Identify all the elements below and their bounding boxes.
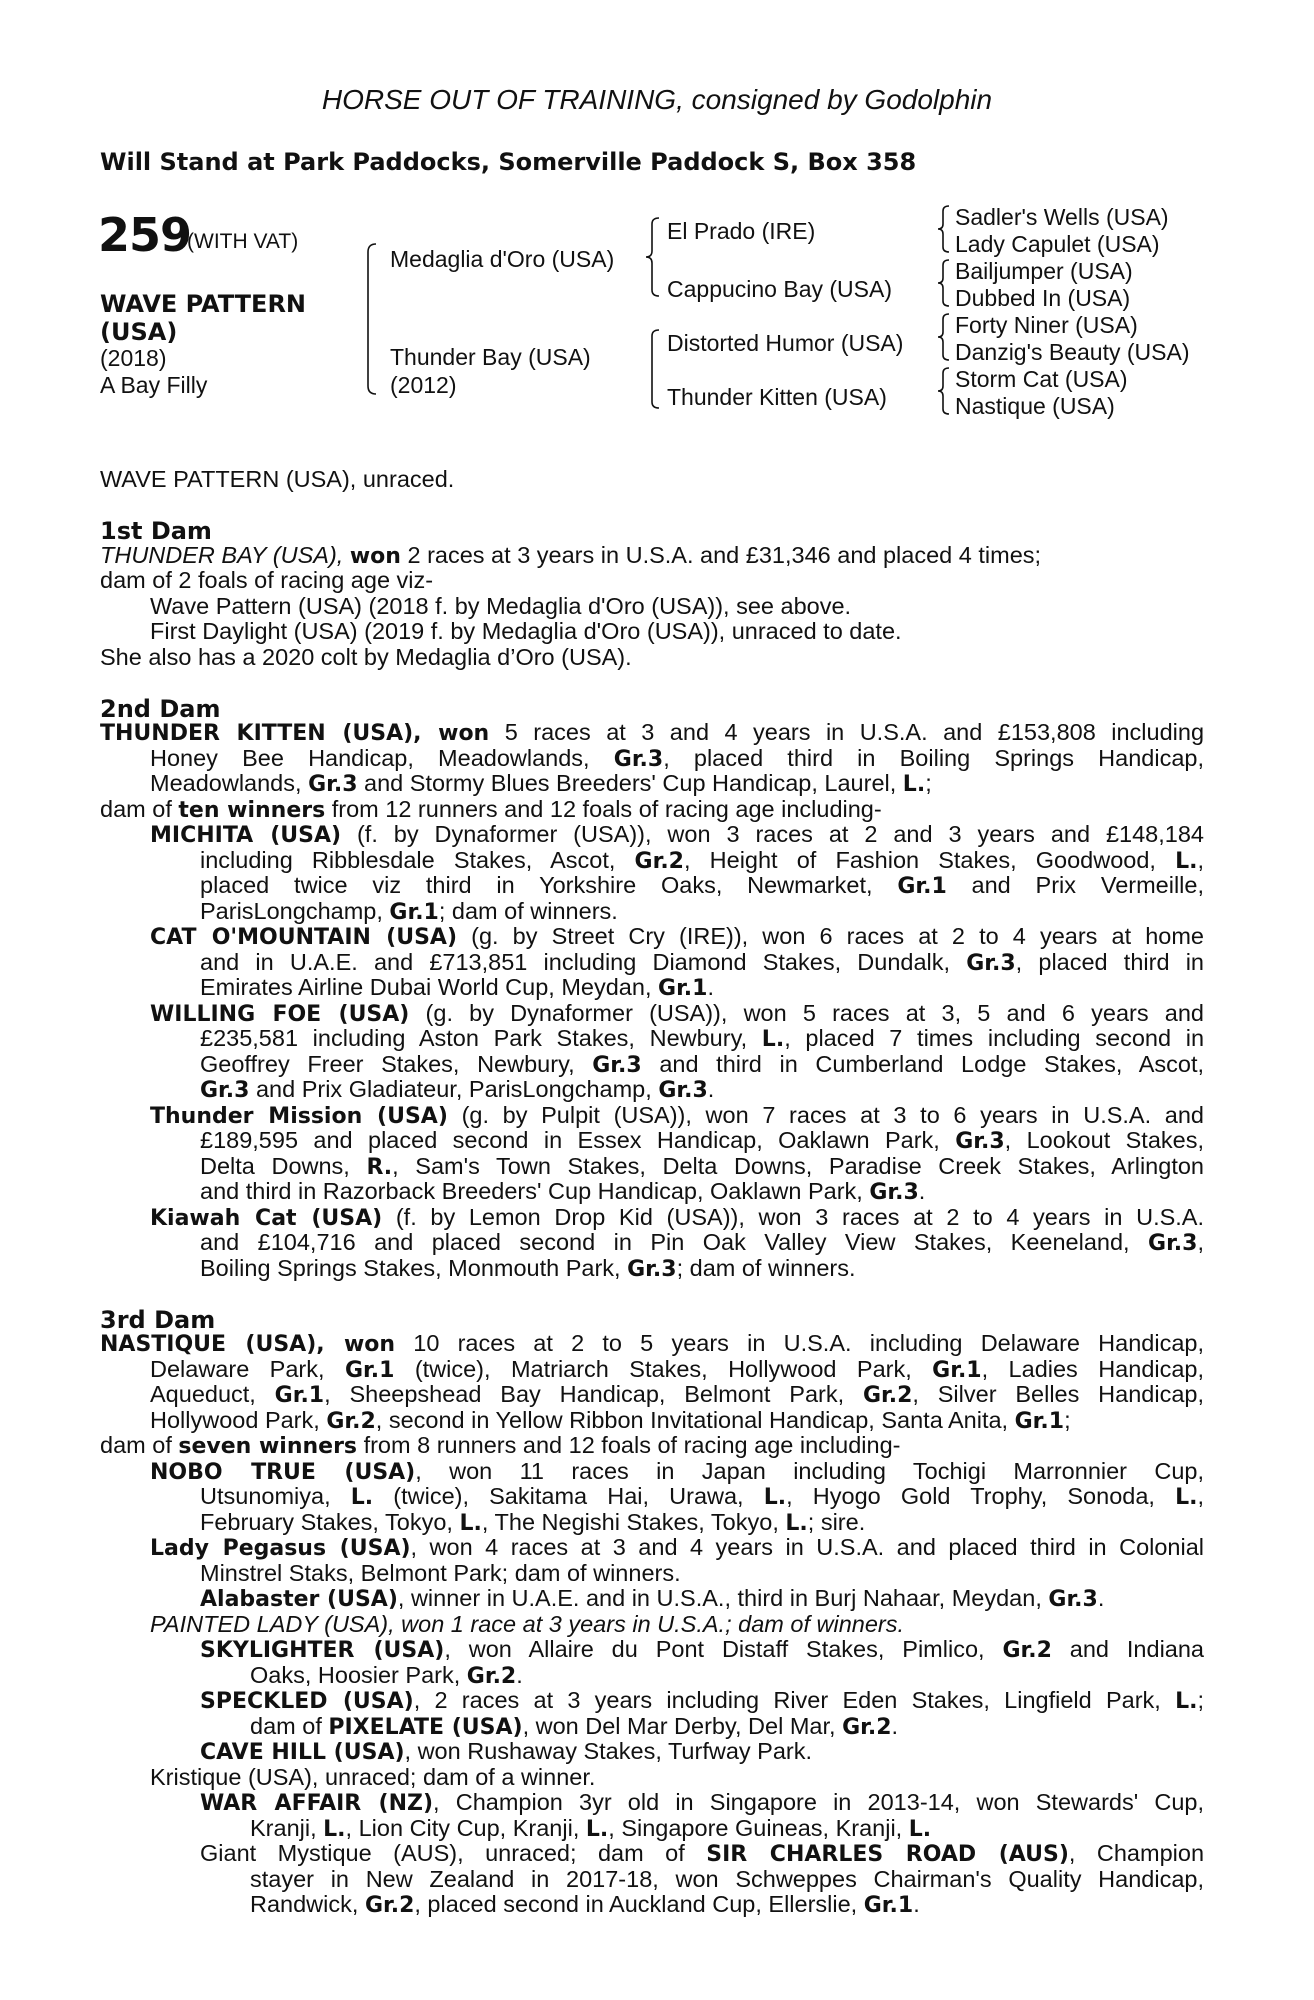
produce-entry-line: Utsunomiya, L. (twice), Sakitama Hai, Urawa, L., Hyogo Gold Trophy, Sonoda, L., (200, 1483, 1205, 1510)
stand-location: Will Stand at Park Paddocks, Somerville Paddock S, Box 358 (100, 148, 917, 176)
produce-entry: CAVE HILL (USA), won Rushaway Stakes, Turfway Park. (200, 1738, 813, 1765)
first-dam-line: THUNDER BAY (USA), won 2 races at 3 years in U.S.A. and £31,346 and placed 4 times; (100, 542, 1042, 569)
pedigree-sire-dam: Cappucino Bay (USA) (667, 276, 892, 302)
pedigree-dsd: Danzig's Beauty (USA) (955, 339, 1190, 365)
produce-entry-line: Delta Downs, R., Sam's Town Stakes, Delta Downs, Paradise Creek Stakes, Arlington (200, 1153, 1204, 1180)
pedigree-ssd: Lady Capulet (USA) (955, 231, 1160, 257)
produce-entry-line: placed twice viz third in Yorkshire Oaks, Newmarket, Gr.1 and Prix Vermeille, (200, 872, 1204, 899)
pedigree-dam-dam: Thunder Kitten (USA) (667, 384, 887, 410)
third-dam-line: Delaware Park, Gr.1 (twice), Matriarch Stakes, Hollywood Park, Gr.1, Ladies Handicap, (150, 1356, 1205, 1383)
pedigree-dam: Thunder Bay (USA) (390, 344, 591, 370)
second-dam-line: THUNDER KITTEN (USA), won 5 races at 3 and 4 years in U.S.A. and £153,808 including (100, 719, 1205, 746)
vat-label: (WITH VAT) (187, 230, 299, 253)
summary-line: WAVE PATTERN (USA), unraced. (100, 466, 455, 492)
produce-entry-line: £189,595 and placed second in Essex Handicap, Oaklawn Park, Gr.3, Lookout Stakes, (200, 1127, 1204, 1154)
produce-entry-line: Minstrel Staks, Belmont Park; dam of winners. (200, 1560, 681, 1586)
first-dam-heading: 1st Dam (100, 517, 212, 545)
horse-country: (USA) (100, 318, 178, 346)
produce-entry-line: Geoffrey Freer Stakes, Newbury, Gr.3 and third in Cumberland Lodge Stakes, Ascot, (200, 1051, 1205, 1078)
produce-entry: Alabaster (USA), winner in U.A.E. and in U.S.A., third in Burj Nahaar, Meydan, Gr.3. (200, 1585, 1105, 1612)
produce-entry: PAINTED LADY (USA), won 1 race at 3 years in U.S.A.; dam of winners. (150, 1611, 905, 1637)
produce-entry: CAT O'MOUNTAIN (USA) (g. by Street Cry (IRE)), won 6 races at 2 to 4 years at home (150, 923, 1205, 950)
produce-entry-line: and third in Razorback Breeders' Cup Handicap, Oaklawn Park, Gr.3. (200, 1178, 926, 1205)
produce-entry: NOBO TRUE (USA), won 11 races in Japan including Tochigi Marronnier Cup, (150, 1458, 1205, 1485)
lot-number: 259 (98, 208, 192, 262)
page-title: HORSE OUT OF TRAINING, consigned by Godolphin (321, 84, 993, 115)
produce-entry-line: dam of PIXELATE (USA), won Del Mar Derby, Del Mar, Gr.2. (250, 1713, 899, 1740)
produce-entry: Giant Mystique (AUS), unraced; dam of SIR CHARLES ROAD (AUS), Champion (200, 1840, 1205, 1867)
pedigree-sire: Medaglia d'Oro (USA) (390, 246, 615, 272)
pedigree-dds: Storm Cat (USA) (955, 366, 1128, 392)
first-dam-name: THUNDER BAY (USA), (100, 542, 344, 568)
bracket-gen3-3 (935, 314, 953, 360)
pedigree-dam-sire: Distorted Humor (USA) (667, 330, 904, 356)
horse-year: (2018) (100, 345, 167, 371)
produce-entry: WILLING FOE (USA) (g. by Dynaformer (USA)), won 5 races at 3, 5 and 6 years and (150, 1000, 1204, 1027)
second-dam-heading: 2nd Dam (100, 695, 221, 723)
second-dam-line: Meadowlands, Gr.3 and Stormy Blues Breeders' Cup Handicap, Laurel, L.; (150, 770, 932, 797)
third-dam-line: NASTIQUE (USA), won 10 races at 2 to 5 years in U.S.A. including Delaware Handicap, (100, 1330, 1204, 1357)
pedigree-ddd: Nastique (USA) (955, 393, 1115, 419)
pedigree-sire-sire: El Prado (IRE) (667, 218, 816, 244)
produce-entry-line: and £104,716 and placed second in Pin Oak Valley View Stakes, Keeneland, Gr.3, (200, 1229, 1204, 1256)
produce-entry-line: stayer in New Zealand in 2017-18, won Schweppes Chairman's Quality Handicap, (250, 1866, 1204, 1892)
bracket-gen3-2 (935, 260, 953, 306)
produce-entry: SKYLIGHTER (USA), won Allaire du Pont Distaff Stakes, Pimlico, Gr.2 and Indiana (200, 1636, 1204, 1663)
produce-entry-line: February Stakes, Tokyo, L., The Negishi Stakes, Tokyo, L.; sire. (200, 1509, 866, 1536)
produce-entry: WAR AFFAIR (NZ), Champion 3yr old in Singapore in 2013-14, won Stewards' Cup, (200, 1789, 1204, 1816)
produce-entry: Lady Pegasus (USA), won 4 races at 3 and 4 years in U.S.A. and placed third in Colonial (150, 1534, 1205, 1561)
pedigree-sds: Bailjumper (USA) (955, 258, 1133, 284)
horse-name: WAVE PATTERN (100, 290, 307, 318)
produce-entry-line: Emirates Airline Dubai World Cup, Meydan, Gr.1. (200, 974, 714, 1001)
bracket-gen3-1 (935, 206, 953, 252)
bracket-gen1 (360, 244, 380, 394)
bracket-gen3-4 (935, 368, 953, 414)
produce-entry-line: £235,581 including Aston Park Stakes, Newbury, L., placed 7 times including second in (200, 1025, 1205, 1052)
produce-entry-line: ParisLongchamp, Gr.1; dam of winners. (200, 898, 618, 925)
third-dam-heading: 3rd Dam (100, 1306, 216, 1334)
produce-entry: Kristique (USA), unraced; dam of a winner. (150, 1764, 596, 1790)
produce-item: First Daylight (USA) (2019 f. by Medaglia d'Oro (USA)), unraced to date. (150, 618, 902, 644)
produce-entry-line: Gr.3 and Prix Gladiateur, ParisLongchamp, Gr.3. (200, 1076, 715, 1103)
produce-entry: Kiawah Cat (USA) (f. by Lemon Drop Kid (USA)), won 3 races at 2 to 4 years in U.S.A. (150, 1204, 1205, 1231)
horse-description: A Bay Filly (100, 372, 208, 398)
produce-entry-line: including Ribblesdale Stakes, Ascot, Gr.2, Height of Fashion Stakes, Goodwood, L., (200, 847, 1205, 874)
produce-entry-line: Kranji, L., Lion City Cup, Kranji, L., Singapore Guineas, Kranji, L. (250, 1815, 932, 1842)
pedigree-dam-year: (2012) (390, 372, 457, 398)
third-dam-line: Hollywood Park, Gr.2, second in Yellow Ribbon Invitational Handicap, Santa Anita, Gr.1; (150, 1407, 1071, 1434)
produce-note: She also has a 2020 colt by Medaglia d’Oro (USA). (100, 644, 632, 670)
bracket-sire-line (643, 218, 663, 296)
pedigree-dss: Forty Niner (USA) (955, 312, 1138, 338)
second-dam-line: dam of ten winners from 12 runners and 12 foals of racing age including- (100, 796, 882, 823)
produce-entry-line: and in U.A.E. and £713,851 including Diamond Stakes, Dundalk, Gr.3, placed third in (200, 949, 1204, 976)
third-dam-line: Aqueduct, Gr.1, Sheepshead Bay Handicap, Belmont Park, Gr.2, Silver Belles Handicap, (150, 1381, 1205, 1408)
produce-item: Wave Pattern (USA) (2018 f. by Medaglia d'Oro (USA)), see above. (150, 593, 852, 619)
pedigree-sss: Sadler's Wells (USA) (955, 204, 1169, 230)
produce-entry-line: Boiling Springs Stakes, Monmouth Park, Gr.3; dam of winners. (200, 1255, 856, 1282)
produce-entry-line: Randwick, Gr.2, placed second in Auckland Cup, Ellerslie, Gr.1. (250, 1891, 920, 1918)
produce-entry-line: Oaks, Hoosier Park, Gr.2. (250, 1662, 523, 1689)
pedigree-sdd: Dubbed In (USA) (955, 285, 1131, 311)
second-dam-line: Honey Bee Handicap, Meadowlands, Gr.3, placed third in Boiling Springs Handicap, (150, 745, 1205, 772)
bracket-dam-line (643, 330, 663, 408)
produce-entry: SPECKLED (USA), 2 races at 3 years including River Eden Stakes, Lingfield Park, L.; (200, 1687, 1204, 1714)
produce-entry: Thunder Mission (USA) (g. by Pulpit (USA)), won 7 races at 3 to 6 years in U.S.A. and (150, 1102, 1205, 1129)
third-dam-line: dam of seven winners from 8 runners and 12 foals of racing age including- (100, 1432, 901, 1459)
first-dam-produce-intro: dam of 2 foals of racing age viz- (100, 567, 434, 593)
produce-entry: MICHITA (USA) (f. by Dynaformer (USA)), won 3 races at 2 and 3 years and £148,184 (150, 821, 1204, 848)
